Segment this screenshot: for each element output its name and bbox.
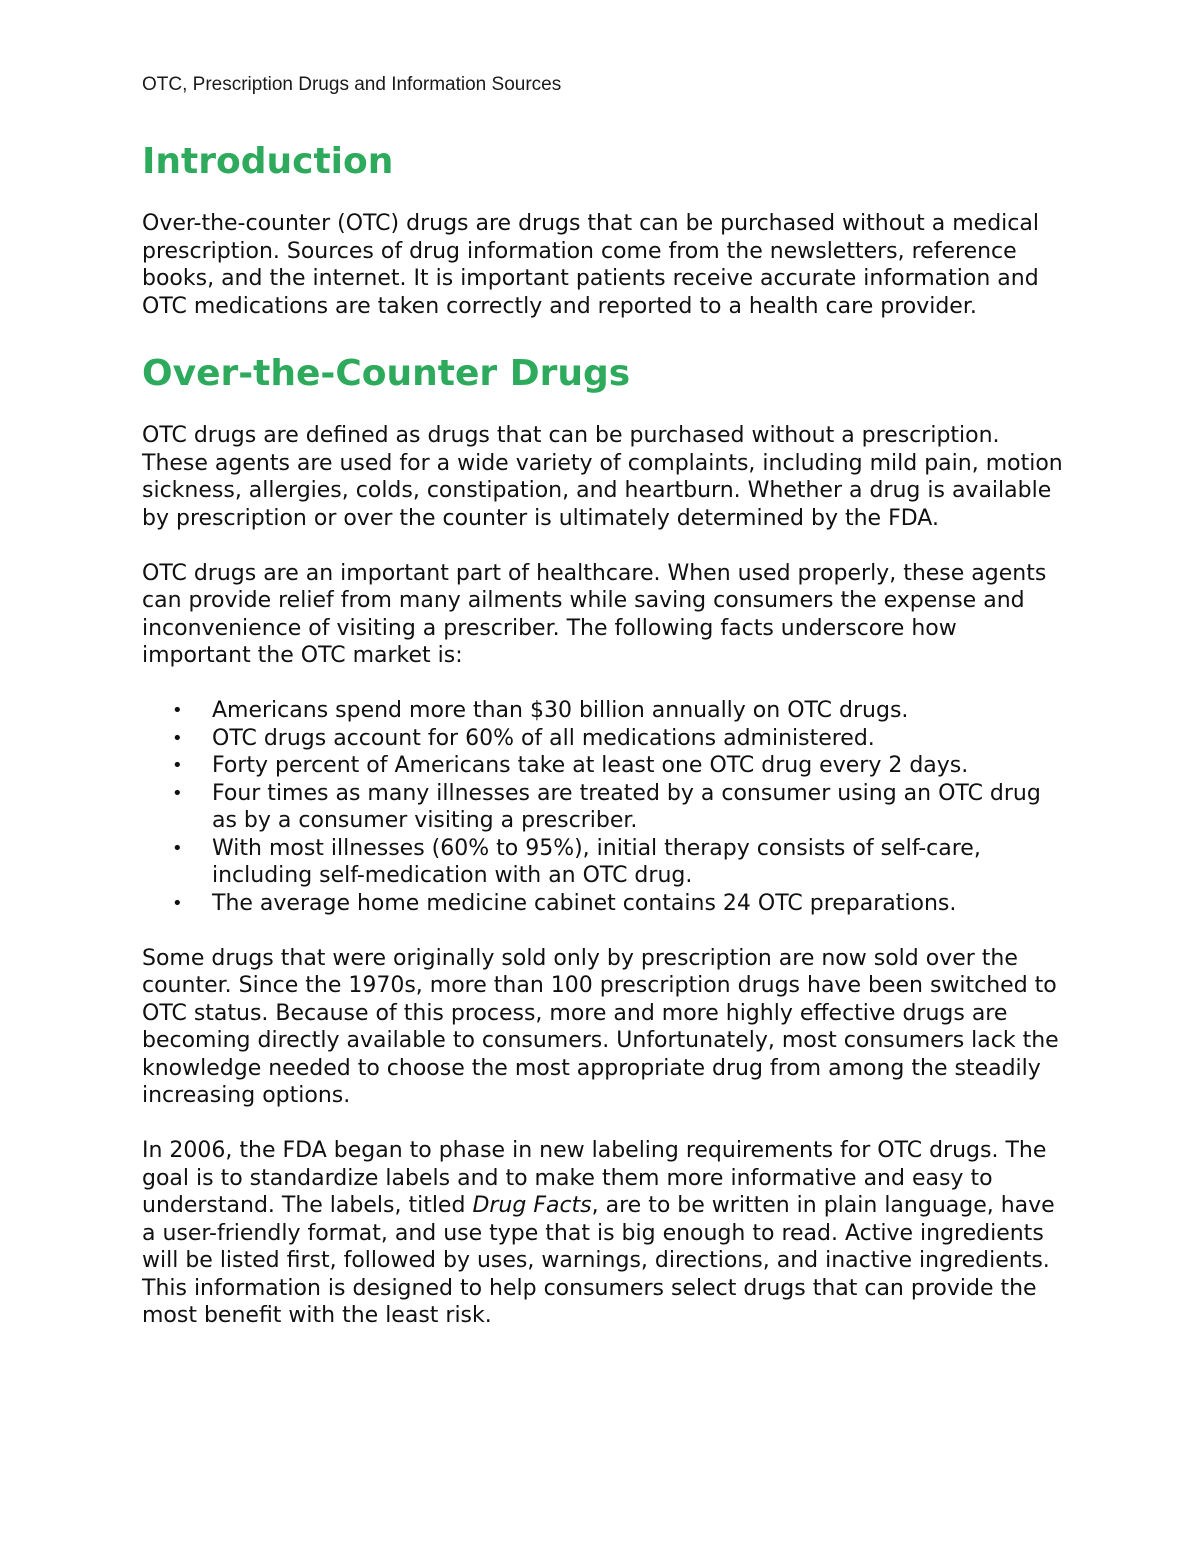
introduction-paragraph: Over-the-counter (OTC) drugs are drugs that can be purchased without a medical prescription. Sources of drug information come from the newsletters, reference books, and the internet. It is important patients receive accurate information and OTC medications are taken correctly and reported to a health care provider. [142,211,1039,319]
fact-text: Americans spend more than $30 billion annually on OTC drugs. [212,698,909,723]
drug-facts-emphasis: Drug Facts [472,1193,592,1218]
list-item [172,725,1072,753]
labeling-requirements-paragraph [142,1137,1072,1330]
otc-definition-paragraph: OTC drugs are defined as drugs that can be purchased without a prescription. These agents are used for a wide variety of complaints, including mild pain, motion sickness, allergies, colds, constipation, and heartburn. Whether a drug is available by prescription or over the counter is ultimately determined by the FDA. [142,423,1063,531]
rx-to-otc-switch-paragraph: Some drugs that were originally sold only by prescription are now sold over the counter. Since the 1970s, more than 100 prescription drugs have been switched to OTC status. Because of this process, more and more highly effective drugs are becoming directly available to consumers. Unfortunately, most consumers lack the knowledge needed to choose the most appropriate drug from among the steadily increasing options. [142,945,1059,1108]
otc-facts-list [142,697,1072,917]
bullet-icon: • [172,837,183,859]
labeling-text-after: , are to be written in plain language, have a user-friendly format, and use type that is big enough to read. Active ingredients will be listed first, followed by uses, warnings, directions, and inactive ingredients. This information is designed to help consumers select drugs that can provide the most benefit with the least risk. [142,1193,1055,1328]
bullet-icon: • [172,892,183,914]
fact-text: Forty percent of Americans take at least one OTC drug every 2 days. [212,753,969,778]
list-item [172,752,1072,780]
otc-importance-paragraph: OTC drugs are an important part of healthcare. When used properly, these agents can provide relief from many ailments while saving consumers the expense and inconvenience of visiting a prescriber. The following facts underscore how important the OTC market is: [142,560,1047,668]
bullet-icon: • [172,755,183,776]
list-item [172,697,1072,725]
bullet-icon: • [172,727,183,749]
list-item [172,835,1072,890]
list-item [172,890,1072,918]
fact-text: OTC drugs account for 60% of all medications administered. [212,725,875,751]
list-item [172,780,1072,835]
introduction-heading: Introduction [142,141,394,182]
bullet-icon: • [172,700,183,721]
document-body [142,138,1072,1357]
running-header: OTC, Prescription Drugs and Information Sources [142,74,562,95]
labeling-text-before: In 2006, the FDA began to phase in new labeling requirements for OTC drugs. The goal is to standardize labels and to make them more informative and easy to understand. The labels, titled [142,1138,1047,1218]
otc-drugs-heading: Over-the-Counter Drugs [142,353,631,394]
fact-text: With most illnesses (60% to 95%), initial therapy consists of self-care, including self-medication with an OTC drug. [212,835,981,888]
fact-text: Four times as many illnesses are treated by a consumer using an OTC drug as by a consumer visiting a prescriber. [212,780,1041,833]
fact-text: The average home medicine cabinet contains 24 OTC preparations. [212,890,957,916]
bullet-icon: • [172,782,183,804]
